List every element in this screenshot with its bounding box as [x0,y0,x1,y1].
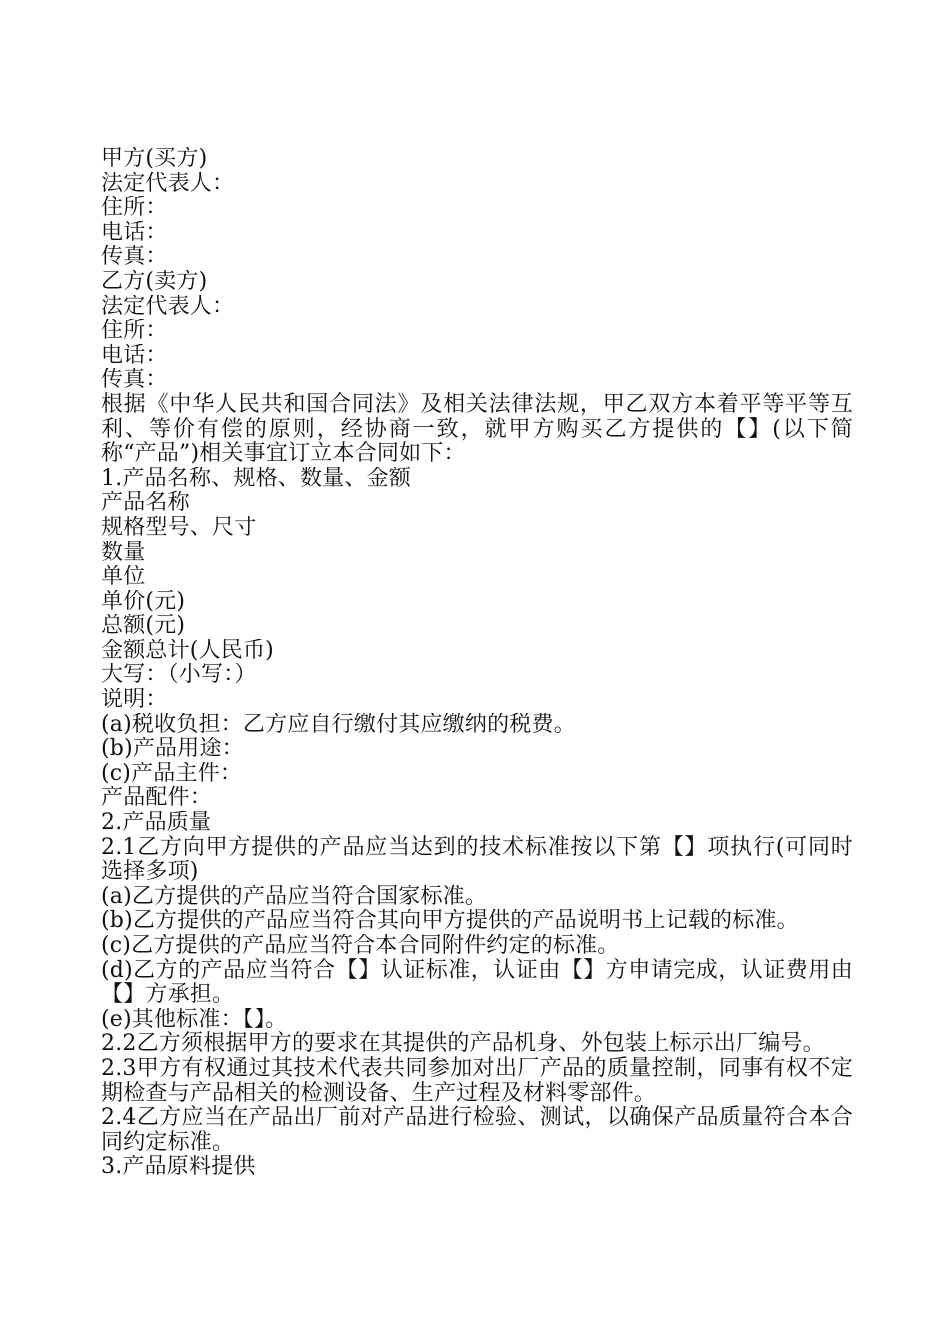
party-b-fax: 传真： [101,368,168,393]
note-tax: (a)税收负担：乙方应自行缴付其应缴纳的税费。 [101,712,576,737]
party-b-address: 住所： [101,319,168,344]
field-grand-total: 金额总计(人民币) [101,638,274,663]
party-a-address: 住所： [101,196,168,221]
party-b-phone: 电话： [101,343,168,368]
clause-2-4: 2.4乙方应当在产品出厂前对产品进行检验、测试，以确保产品质量符合本合同约定标准。 [101,1105,853,1155]
field-product-name: 产品名称 [101,491,190,516]
option-e: (e)其他标准：【】。 [101,1007,288,1032]
field-notes-label: 说明： [101,688,168,713]
party-a-heading: 甲方(买方) [101,147,208,171]
option-b: (b)乙方提供的产品应当符合其向甲方提供的产品说明书上记载的标准。 [101,909,799,934]
party-a-fax: 传真： [101,245,168,270]
party-b-legal-rep: 法定代表人： [101,294,235,319]
section-2-title: 2.产品质量 [101,811,212,836]
preamble-paragraph: 根据《中华人民共和国合同法》及相关法律法规，甲乙双方本着平等平等互利、等价有偿的原则，经协商一致，就甲方购买乙方提供的【】(以下简称“产品”)相关事宜订立本合同如下： [101,391,853,467]
note-main-parts: (c)产品主件： [101,761,243,786]
field-amount-words: 大写：（小写：） [101,663,257,688]
party-a-legal-rep: 法定代表人： [101,171,235,196]
clause-2-1: 2.1乙方向甲方提供的产品应当达到的技术标准按以下第【】项执行(可同时选择多项) [101,834,853,885]
clause-2-3: 2.3甲方有权通过其技术代表共同参加对出厂产品的质量控制，同事有权不定期检查与产品相关的检测设备、生产过程及材料零部件。 [101,1055,853,1106]
field-quantity: 数量 [101,540,146,565]
note-accessories: 产品配件： [101,786,213,811]
field-spec-size: 规格型号、尺寸 [101,515,257,540]
party-b-heading: 乙方(卖方) [101,269,208,294]
section-1-title: 1.产品名称、规格、数量、金额 [101,466,411,491]
field-unit: 单位 [101,565,146,590]
option-d: (d)乙方的产品应当符合【】认证标准，认证由【】方申请完成，认证费用由【】方承担。 [101,957,853,1008]
party-a-phone: 电话： [101,220,168,245]
option-c: (c)乙方提供的产品应当符合本合同附件约定的标准。 [101,934,620,958]
contract-page [101,147,853,1180]
note-usage: (b)产品用途： [101,737,244,762]
option-a: (a)乙方提供的产品应当符合国家标准。 [101,884,488,909]
section-3-title: 3.产品原料提供 [101,1155,256,1180]
field-unit-price: 单价(元) [101,589,186,614]
clause-2-2: 2.2乙方须根据甲方的要求在其提供的产品机身、外包装上标示出厂编号。 [101,1031,825,1057]
field-total-price: 总额(元) [101,614,186,639]
